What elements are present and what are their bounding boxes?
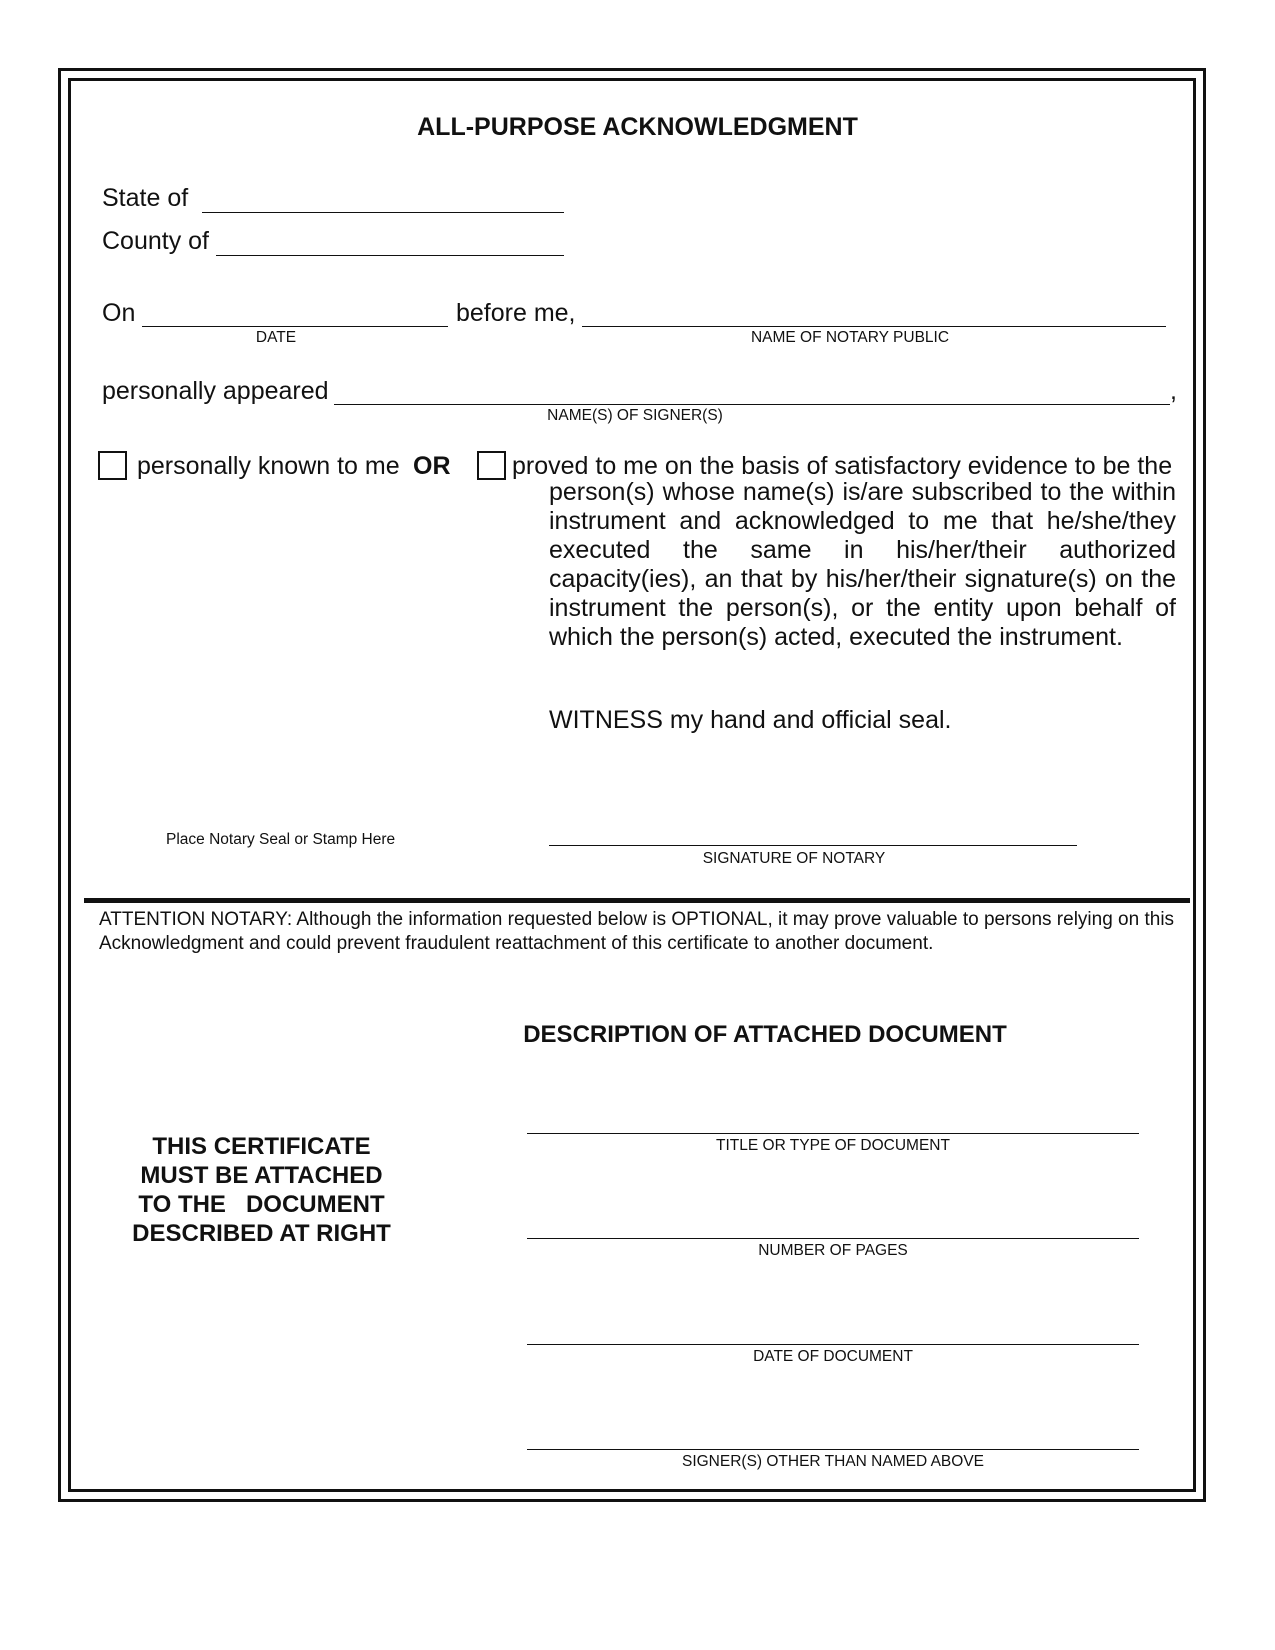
- county-label: County of: [102, 227, 210, 255]
- document-date-field[interactable]: [527, 1344, 1139, 1345]
- other-signers-caption: SIGNER(S) OTHER THAN NAMED ABOVE: [681, 1453, 984, 1470]
- signers-caption: NAME(S) OF SIGNER(S): [547, 407, 723, 424]
- certificate-notice-line: MUST BE ATTACHED: [140, 1162, 383, 1189]
- personally-known-checkbox[interactable]: [98, 451, 127, 480]
- section-divider: [84, 898, 1190, 903]
- personally-known-label: personally known to me: [137, 452, 400, 480]
- outer-border: [58, 68, 1206, 1502]
- document-title-field[interactable]: [527, 1133, 1139, 1134]
- other-signers-field[interactable]: [527, 1449, 1139, 1450]
- certificate-notice-line: THIS CERTIFICATE: [152, 1133, 371, 1160]
- proved-paragraph: person(s) whose name(s) is/are subscribed to the within instrument and acknowledged to me that he/she/they executed the same in his/her/their authorized capacity(ies), an that by his/her/their signature(s) on the instrument the person(s), or the entity upon behalf of which the person(s) acted, executed the instrument.: [549, 478, 1176, 651]
- certificate-notice: [100, 1132, 423, 1248]
- form-title: ALL-PURPOSE ACKNOWLEDGMENT: [417, 113, 858, 141]
- number-of-pages-field[interactable]: [527, 1238, 1139, 1239]
- county-field[interactable]: [216, 255, 564, 256]
- inner-border: [68, 78, 1196, 1492]
- notary-name-caption: NAME OF NOTARY PUBLIC: [750, 329, 950, 346]
- signers-field[interactable]: [334, 404, 1170, 405]
- document-date-caption: DATE OF DOCUMENT: [753, 1348, 913, 1365]
- certificate-notice-line: DESCRIBED AT RIGHT: [132, 1220, 391, 1247]
- notary-name-field[interactable]: [582, 326, 1166, 327]
- on-label: On: [102, 299, 136, 327]
- witness-text: WITNESS my hand and official seal.: [549, 706, 952, 734]
- seal-placement-label: Place Notary Seal or Stamp Here: [166, 831, 396, 848]
- state-field[interactable]: [202, 212, 564, 213]
- document-title-caption: TITLE OR TYPE OF DOCUMENT: [716, 1137, 950, 1154]
- personally-appeared-label: personally appeared: [102, 377, 329, 405]
- proved-label: proved to me on the basis of satisfactory evidence to be the: [512, 452, 1173, 480]
- trailing-comma: ,: [1170, 377, 1177, 405]
- date-field[interactable]: [142, 326, 448, 327]
- description-heading: DESCRIPTION OF ATTACHED DOCUMENT: [523, 1021, 1007, 1048]
- attention-notary-text: ATTENTION NOTARY: Although the information requested below is OPTIONAL, it may prove valuable to persons relying on this Acknowledgment and could prevent fraudulent reattachment of this certificate to another document.: [99, 909, 1175, 954]
- date-caption: DATE: [255, 329, 297, 346]
- or-label: OR: [413, 452, 451, 480]
- before-me-label: before me,: [456, 299, 576, 327]
- signature-caption: SIGNATURE OF NOTARY: [702, 850, 886, 867]
- number-of-pages-caption: NUMBER OF PAGES: [758, 1242, 908, 1259]
- state-label: State of: [102, 184, 189, 212]
- proved-checkbox[interactable]: [477, 451, 506, 480]
- notary-signature-field[interactable]: [549, 845, 1077, 846]
- certificate-notice-line: TO THE DOCUMENT: [138, 1191, 385, 1218]
